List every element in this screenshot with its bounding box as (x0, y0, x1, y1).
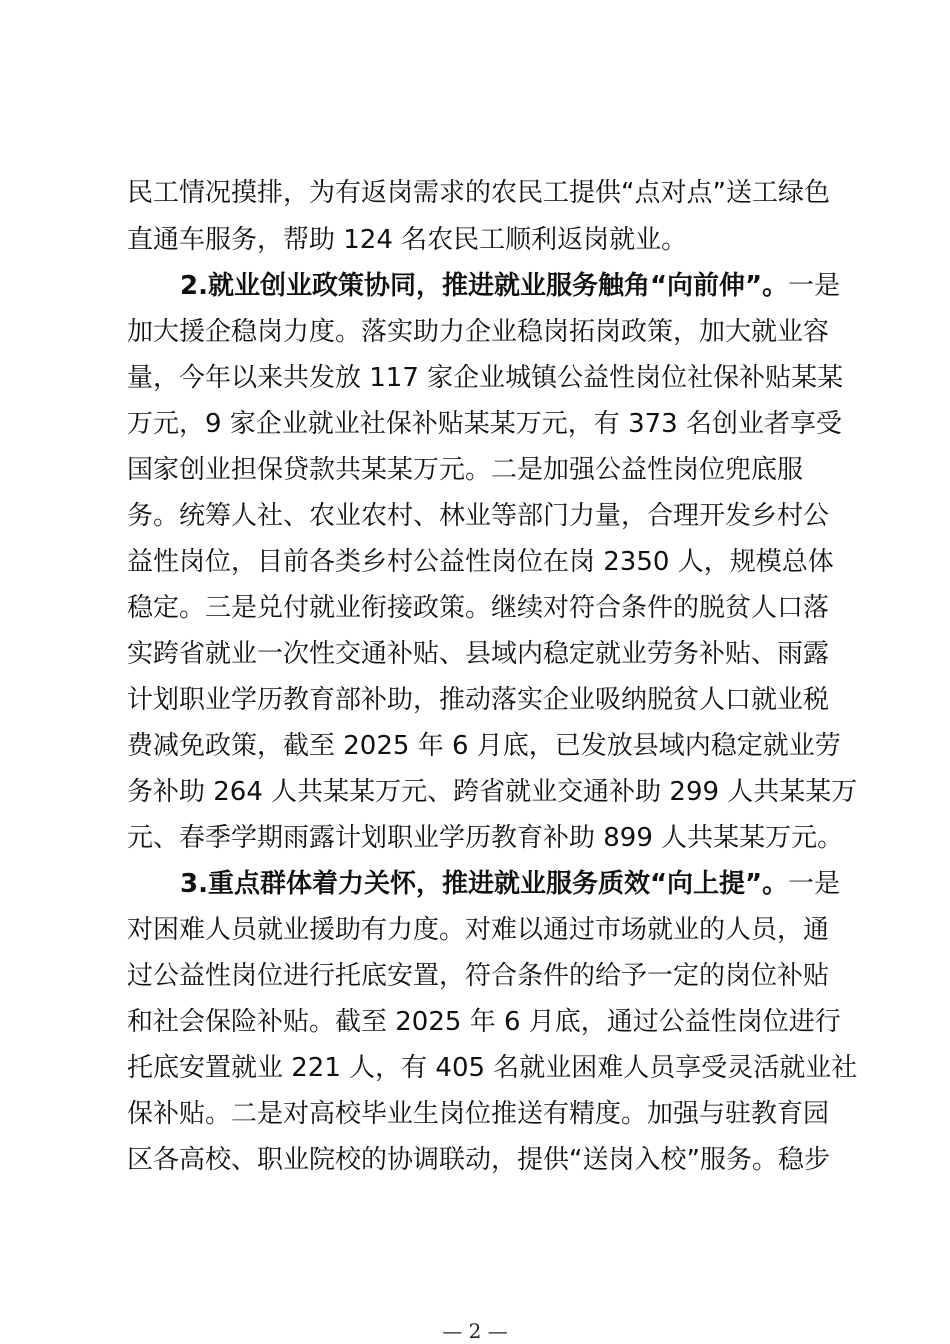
text-line: 过公益性岗位进行托底安置，符合条件的给予一定的岗位补贴 (127, 961, 830, 991)
text-line: 务。统筹人社、农业农村、林业等部门力量，合理开发乡村公 (127, 501, 830, 531)
text-line: 国家创业担保贷款共某某万元。二是加强公益性岗位兜底服 (127, 455, 804, 485)
text-line: 计划职业学历教育部补助，推动落实企业吸纳脱贫人口就业税 (127, 685, 830, 715)
paragraph-3-first-line (180, 866, 841, 902)
paragraph-2-first-line (180, 268, 841, 304)
text-line: 费减免政策，截至 2025 年 6 月底，已发放县域内稳定就业劳 (127, 731, 841, 761)
paragraph-2-heading: 2.就业创业政策协同，推进就业服务触角“向前伸”。 (180, 271, 789, 301)
text-line: 民工情况摸排，为有返岗需求的农民工提供“点对点”送工绿色 (127, 178, 830, 208)
text-line: 量，今年以来共发放 117 家企业城镇公益性岗位社保补贴某某 (127, 363, 844, 393)
text-line: 万元，9 家企业就业社保补贴某某万元，有 373 名创业者享受 (127, 409, 842, 439)
text-line: 保补贴。二是对高校毕业生岗位推送有精度。加强与驻教育园 (127, 1099, 830, 1129)
text-line: 对困难人员就业援助有力度。对难以通过市场就业的人员，通 (127, 915, 830, 945)
page-number: — 2 — (442, 1319, 508, 1343)
text-line: 和社会保险补贴。截至 2025 年 6 月底，通过公益性岗位进行 (127, 1007, 841, 1037)
paragraph-2-tail: 一是 (788, 271, 841, 301)
text-line: 区各高校、职业院校的协调联动，提供“送岗入校”服务。稳步 (127, 1145, 830, 1175)
text-line: 直通车服务，帮助 124 名农民工顺利返岗就业。 (127, 225, 688, 255)
text-line: 实跨省就业一次性交通补贴、县域内稳定就业劳务补贴、雨露 (127, 639, 830, 669)
text-line: 加大援企稳岗力度。落实助力企业稳岗拓岗政策，加大就业容 (127, 317, 830, 347)
paragraph-3-tail: 一是 (788, 869, 841, 899)
text-line: 务补助 264 人共某某万元、跨省就业交通补助 299 人共某某万 (127, 777, 858, 807)
paragraph-3-heading: 3.重点群体着力关怀，推进就业服务质效“向上提”。 (180, 869, 789, 899)
text-line: 托底安置就业 221 人，有 405 名就业困难人员享受灵活就业社 (127, 1053, 858, 1083)
text-line: 益性岗位，目前各类乡村公益性岗位在岗 2350 人，规模总体 (127, 547, 834, 577)
text-line: 稳定。三是兑付就业衔接政策。继续对符合条件的脱贫人口落 (127, 593, 830, 623)
text-line: 元、春季学期雨露计划职业学历教育补助 899 人共某某万元。 (127, 823, 844, 853)
